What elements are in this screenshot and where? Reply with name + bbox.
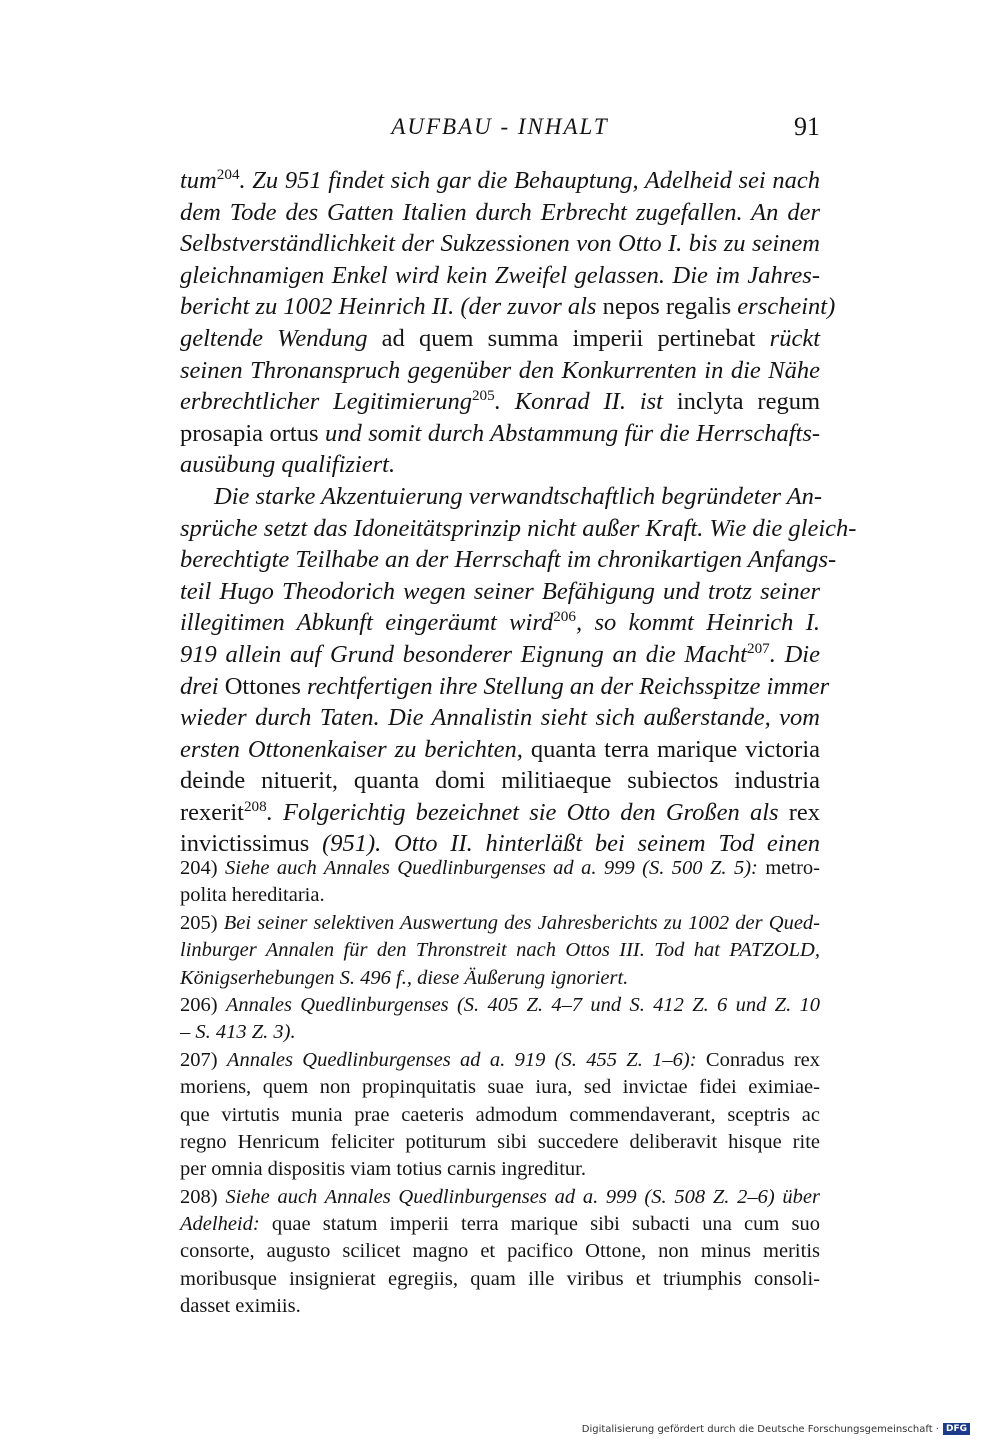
quoted-latin: polita hereditaria. [180,884,325,907]
text-segment: Die starke Akzentuierung verwandtschaftlich begründeter An- [214,482,823,510]
text-segment: . Konrad II. ist [494,388,677,416]
text-segment: . Die [769,640,820,668]
footnote-ref: 205 [471,387,495,404]
body-line [180,481,823,513]
text-segment: seinen Thronanspruch gegenüber den Konkurrenten in die Nähe [180,356,820,384]
fn-line [180,855,820,882]
quoted-latin: invictissimus [180,830,310,858]
quoted-latin: quanta terra marique victoria [530,735,820,763]
body-line [180,576,820,608]
fn-line [180,1074,820,1101]
text-segment: Königserhebungen S. 496 f., diese Äußerung ignoriert. [180,966,629,989]
body-line [180,513,857,545]
fn-line [180,992,820,1019]
body-line [180,228,820,260]
author-name: PATZOLD, [729,939,820,962]
body-line [180,639,820,671]
text-segment: . Zu 951 findet sich gar die Behauptung, Adelheid sei nach [239,167,820,194]
fn-line [180,1293,820,1320]
body-line [180,418,820,450]
credit-text: Digitalisierung gefördert durch die Deutsche Forschungsgemeinschaft · [581,1423,939,1435]
quoted-latin: que virtutis munia prae caeteris admodum commendaverant, sceptris ac [180,1103,820,1126]
text-segment: (951). Otto II. hinterläßt bei seinem Tod einen [309,830,820,858]
body-line [180,797,820,829]
running-title: AUFBAU - INHALT [391,114,609,139]
quoted-latin: rex [788,798,820,826]
text-segment: drei [180,672,225,700]
fn-line [180,1129,820,1156]
quoted-latin: moribusque insignierat egregiis, quam ille viribus et triumphis consoli- [180,1267,820,1290]
quoted-latin: rexerit [180,798,244,826]
footnote-ref: 208 [243,797,267,815]
text-segment: berechtigte Teilhabe an der Herrschaft im chronikartigen Anfangs- [180,546,837,574]
text-segment: Selbstverständlichkeit der Sukzessionen von Otto I. bis zu seinem [180,230,820,258]
page-number: 91 [794,112,820,141]
quoted-latin: inclyta regum [676,388,820,416]
text-segment: und somit durch Abstammung für die Herrschafts- [318,419,821,447]
body-line [180,702,820,734]
quoted-latin: dasset eximiis. [180,1295,301,1318]
quoted-latin: regno Henricum feliciter potiturum sibi succedere deliberavit hisque rite [180,1130,820,1153]
text-segment: dem Tode des Gatten Italien durch Erbrecht zugefallen. An der [180,198,820,226]
fn-line [180,965,820,992]
text-segment: 919 allein auf Grund besonderer Eignung an die Macht [180,640,747,668]
text-segment: tum [180,167,217,194]
quoted-latin: 205) [180,911,224,934]
body-line [180,671,830,703]
quoted-latin: deinde nituerit, quanta domi militiaeque subiectos industria [180,767,820,795]
text-segment: erbrechtlicher Legitimierung [180,388,472,416]
fn-line [180,1184,820,1211]
quoted-latin: quae statum imperii terra marique sibi subacti una cum suo [259,1213,820,1236]
body-line [180,291,836,323]
quoted-latin: Ottones [224,672,301,700]
text-segment: rechtfertigen ihre Stellung an der Reichsspitze immer [300,672,830,700]
body-line [180,260,820,292]
text-segment: wieder durch Taten. Die Annalistin sieht sich außerstande, vom [180,704,820,732]
text-segment: erscheint) [731,293,836,321]
quoted-latin: prosapia ortus [180,419,319,447]
quoted-latin: per omnia dispositis viam totius carnis ingreditur. [180,1158,586,1181]
body-line [180,765,820,797]
footnotes [180,855,820,1321]
fn-line [180,1238,820,1265]
text-segment: , so kommt Heinrich I. [575,609,820,637]
text-segment: illegitimen Abkunft eingeräumt wird [180,609,554,637]
body-line [180,355,820,387]
text-segment: Bei seiner selektiven Auswertung des Jahresberichts zu 1002 der Qued- [223,911,820,934]
body-line [180,734,820,766]
fn-line [180,1019,820,1046]
body-text [180,165,857,860]
text-segment: rückt [755,324,820,352]
text-segment: ausübung qualifiziert. [180,451,396,479]
body-line [180,165,820,197]
footnote-ref: 207 [746,639,770,657]
fn-line [180,1211,820,1238]
text-segment: ersten Ottonenkaiser zu berichten, [180,735,531,763]
quoted-latin: moriens, quem non propinquitatis suae iura, sed invictae fidei eximiae- [180,1076,820,1099]
text-segment: gleichnamigen Enkel wird kein Zweifel gelassen. Die im Jahres- [180,261,820,289]
text-segment: teil Hugo Theodorich wegen seiner Befähigung und trotz seiner [180,577,820,605]
quoted-latin: 207) [180,1048,227,1071]
fn-line [180,937,820,964]
fn-line [180,1266,820,1293]
text-segment: Siehe auch Annales Quedlinburgenses ad a. 999 (S. 508 Z. 2–6) über [225,1185,820,1208]
digitization-credit [582,1423,970,1435]
text-segment: bericht zu 1002 Heinrich II. (der zuvor als [180,293,603,321]
text-segment: Adelheid: [180,1213,260,1236]
dfg-logo-icon: DFG [943,1423,970,1435]
text-segment: sprüche setzt das Idoneitätsprinzip nicht außer Kraft. Wie die gleich- [180,514,857,542]
text-segment: Siehe auch Annales Quedlinburgenses ad a. 999 (S. 500 Z. 5): [225,857,758,879]
body-line [180,544,837,576]
body-line [180,197,820,229]
text-segment: geltende Wendung [180,324,382,352]
page-header [180,114,820,148]
body-line [180,323,820,355]
text-segment: . Folgerichtig bezeichnet sie Otto den Großen als [266,798,789,826]
quoted-latin: consorte, augusto scilicet magno et pacifico Ottone, non minus meritis [180,1240,820,1263]
text-segment: Annales Quedlinburgenses (S. 405 Z. 4–7 und S. 412 Z. 6 und Z. 10 [225,993,820,1016]
footnote-ref: 206 [553,608,576,626]
quoted-latin: nepos regalis [602,293,732,321]
quoted-latin: ad quem summa imperii pertinebat [381,324,756,352]
text-segment: linburger Annalen für den Thronstreit nach Ottos III. Tod hat [180,939,730,962]
quoted-latin: 206) [180,993,226,1016]
text-segment: – S. 413 Z. 3). [180,1021,296,1044]
fn-line [180,882,820,909]
fn-line [180,1102,820,1129]
quoted-latin: Conradus rex [696,1048,821,1071]
body-line [180,386,820,418]
body-line [180,449,820,481]
quoted-latin: 208) [180,1185,226,1208]
body-line [180,607,820,639]
text-segment: Annales Quedlinburgenses ad a. 919 (S. 455 Z. 1–6): [226,1048,697,1071]
quoted-latin: metro- [757,857,820,879]
fn-line [180,910,820,937]
fn-line [180,1047,820,1074]
quoted-latin: 204) [180,857,226,879]
fn-line [180,1156,820,1183]
footnote-ref: 204 [216,165,240,183]
